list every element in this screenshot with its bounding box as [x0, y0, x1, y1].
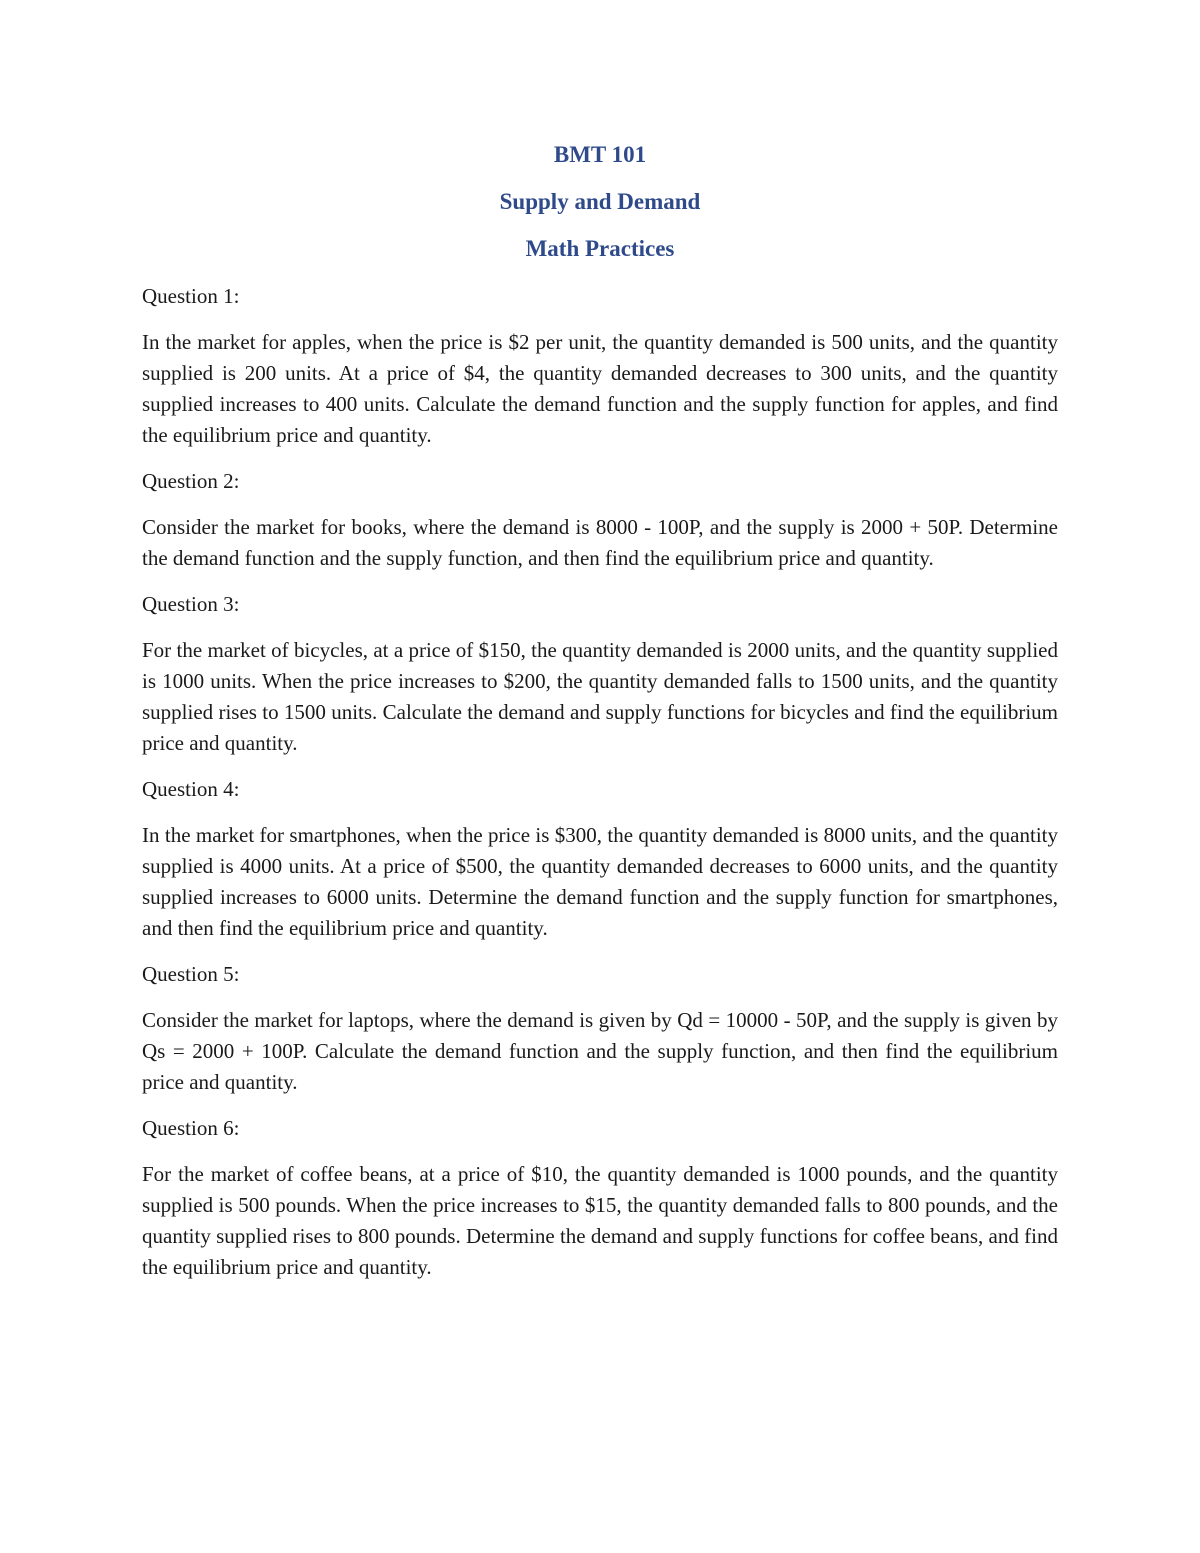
document-subtitle: Math Practices: [525, 236, 675, 261]
question-text: In the market for apples, when the price is $2 per unit, the quantity demanded is 500 units, and the quantity supplied is 200 units. At a price of $4, the quantity demanded decreases to 300 units, and the quantity supplied increases to 400 units. Calculate the demand function and the supply function for apples, and find the equilibrium price and quantity.: [142, 330, 1058, 447]
question-label: Question 2:: [142, 469, 240, 493]
question-label: Question 5:: [142, 962, 240, 986]
question-3: [142, 589, 1058, 759]
question-label: Question 6:: [142, 1116, 240, 1140]
question-5: [142, 959, 1058, 1098]
question-text: For the market of bicycles, at a price of $150, the quantity demanded is 2000 units, and the quantity supplied is 1000 units. When the price increases to $200, the quantity demanded falls to 1500 units, and the quantity supplied rises to 1500 units. Calculate the demand and supply functions for bicycles and find the equilibrium price and quantity.: [142, 638, 1058, 755]
question-text: For the market of coffee beans, at a price of $10, the quantity demanded is 1000 pounds, and the quantity supplied is 500 pounds. When the price increases to $15, the quantity demanded falls to 800 pounds, and the quantity supplied rises to 800 pounds. Determine the demand and supply functions for coffee beans, and find the equilibrium price and quantity.: [142, 1162, 1058, 1279]
question-6: [142, 1113, 1058, 1283]
question-1: [142, 281, 1058, 451]
question-label: Question 1:: [142, 284, 240, 308]
question-text: In the market for smartphones, when the price is $300, the quantity demanded is 8000 units, and the quantity supplied is 4000 units. At a price of $500, the quantity demanded decreases to 6000 units, and the quantity supplied increases to 6000 units. Determine the demand function and the supply function for smartphones, and then find the equilibrium price and quantity.: [142, 823, 1058, 940]
question-label: Question 3:: [142, 592, 240, 616]
question-text: Consider the market for books, where the demand is 8000 - 100P, and the supply is 2000 + 50P. Determine the demand function and the supply function, and then find the equilibrium price and quantity.: [142, 515, 1058, 570]
topic-title: Supply and Demand: [499, 189, 701, 214]
document-page: [142, 140, 1058, 1298]
course-title: BMT 101: [553, 142, 647, 167]
question-2: [142, 466, 1058, 574]
question-4: [142, 774, 1058, 944]
question-text: Consider the market for laptops, where the demand is given by Qd = 10000 - 50P, and the supply is given by Qs = 2000 + 100P. Calculate the demand function and the supply function, and then find the equilibrium price and quantity.: [142, 1008, 1058, 1094]
question-label: Question 4:: [142, 777, 240, 801]
